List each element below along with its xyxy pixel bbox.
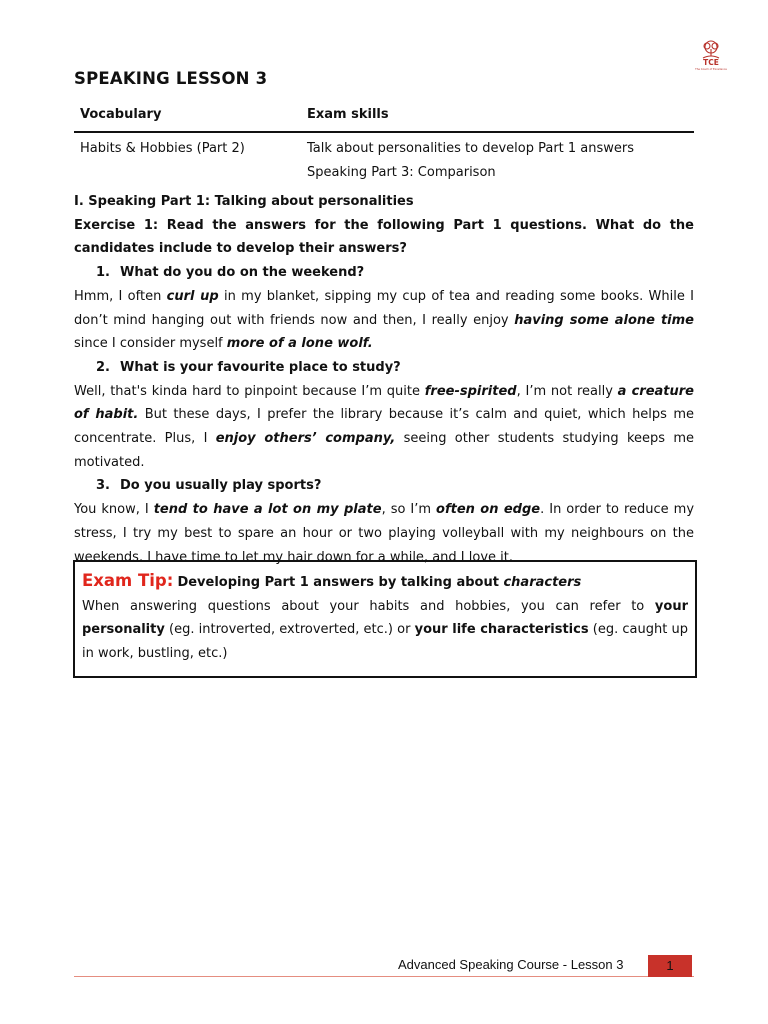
page-title: SPEAKING LESSON 3 (74, 69, 268, 88)
exam-tip-subtitle-em: characters (503, 575, 582, 590)
answer-text-segment: . In order to reduce my stress, I try my best to spare an hour or two playing volleyball with my neighbours on the weekends. I have time to let my hair down for a while, and I love it. (74, 502, 695, 565)
footer-course: Advanced Speaking Course - Lesson 3 (398, 957, 624, 972)
exam-tip-subtitle: Developing Part 1 answers by talking about (177, 575, 504, 590)
tip-text-segment: (eg. caught up in work, bustling, etc.) (82, 622, 688, 662)
answer-text-segment: tend to have a lot on my plate (153, 502, 382, 518)
tip-text-segment: When answering questions about your habits and hobbies, you can refer to (82, 598, 655, 614)
answer-text-segment: often on edge (436, 502, 541, 518)
vocabulary-cell: Habits & Hobbies (Part 2) (80, 141, 245, 156)
lesson-overview-table (74, 104, 694, 181)
answer-text-segment: Well, that's kinda hard to pinpoint because I’m quite (74, 383, 425, 399)
exam-tip-body (82, 595, 688, 666)
page-number: 1 (648, 955, 692, 977)
tip-text-segment: (eg. introverted, extroverted, etc.) or (164, 622, 415, 638)
answer-text-segment: since I consider myself (74, 336, 227, 352)
header-vocabulary: Vocabulary (80, 107, 162, 122)
answer-text-segment: You know, I (74, 502, 154, 518)
tce-logo (694, 38, 728, 72)
answer-text-segment: seeing other students studying keeps me motivated. (74, 431, 694, 470)
question-3: 3. Do you usually play sports? (96, 478, 322, 494)
answer-1 (74, 285, 694, 356)
lesson-body (74, 190, 694, 569)
logo-subtext: The Coach of Excellence (695, 68, 727, 71)
logo-text: TCE (703, 58, 719, 67)
table-header-row (74, 104, 694, 133)
tip-text-segment: your personality (82, 598, 688, 638)
answer-text-segment: more of a lone wolf. (226, 336, 373, 352)
skill-cell: Speaking Part 3: Comparison (307, 165, 496, 180)
answer-text-segment: But these days, I prefer the library because it’s calm and quiet, which helps me concentrate. Plus, I (74, 407, 694, 447)
exam-tip-heading (82, 569, 688, 595)
table-row (74, 133, 694, 157)
answer-3 (74, 498, 694, 569)
question-1: 1. What do you do on the weekend? (96, 265, 365, 281)
answer-text-segment: a creature of habit. (74, 383, 694, 423)
answer-text-segment: , so I’m (381, 502, 437, 518)
exercise-instruction: Exercise 1: Read the answers for the following Part 1 questions. What do the candidates include to develop their answers? (74, 217, 694, 257)
tip-text-segment: your life characteristics (414, 622, 589, 638)
footer-divider (74, 976, 694, 977)
answer-text-segment: curl up (166, 288, 219, 304)
answer-text-segment: , I’m not really (516, 383, 618, 399)
exam-tip-box (73, 560, 697, 678)
exam-tip-label: Exam Tip: (82, 571, 174, 590)
answer-text-segment: free-spirited (424, 383, 517, 399)
header-exam-skills: Exam skills (307, 107, 389, 122)
section-heading: I. Speaking Part 1: Talking about personalities (74, 194, 414, 209)
answer-text-segment: enjoy others’ company, (215, 431, 396, 447)
table-row (74, 157, 694, 181)
skill-cell: Talk about personalities to develop Part 1 answers (307, 141, 635, 156)
answer-text-segment: having some alone time (514, 312, 694, 328)
answer-text-segment: Hmm, I often (74, 288, 167, 304)
answer-text-segment: in my blanket, sipping my cup of tea and reading some books. While I don’t mind hanging out with friends now and then, I really enjoy (74, 288, 695, 328)
answer-2 (74, 380, 694, 475)
question-2: 2. What is your favourite place to study? (96, 359, 401, 375)
